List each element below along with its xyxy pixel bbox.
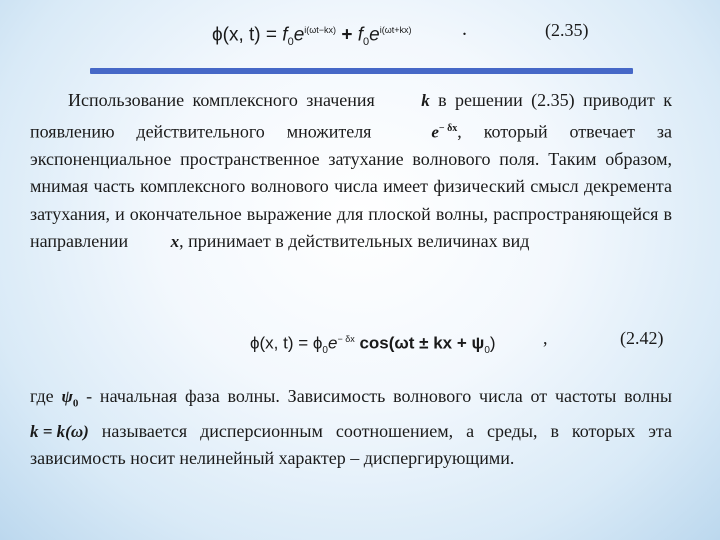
equation-2-42: ϕ(x, $t) = \phi_0e^{- \delta x}$ cos(ωt ± kx + $\psi_0$)	[250, 333, 496, 357]
equation-comma: ,	[543, 328, 548, 348]
equation-number-2-42: (2.42)	[620, 328, 664, 348]
inline-decay-factor: $e^{- \delta x}$	[431, 122, 458, 142]
inline-k: k	[421, 91, 430, 110]
paragraph-1: Использование комплексного значения k в решении (2.35) приводит к появлению действительного множителя $e^{- \delta x}$, который отвечает за экспоненциальное пространственное затухание волнового поля. Таким образом, мнимая часть комплексного волнового числа имеет физический смысл декремента затухания, и окончательное выражение для плоской волны, распространяющейся в направлении x, принимает в действительных величинах вид	[30, 87, 672, 256]
equation-2-35: ϕ(x, $t) = f_0e^{i(\omega t-kx)} + f_0e^{i(\omega t+kx)}$	[212, 24, 412, 49]
inline-dispersion-relation: k = k(ω)	[30, 421, 89, 441]
divider-line	[90, 68, 633, 74]
eq-top-lhs: ϕ(x, t) =	[212, 24, 283, 46]
inline-x: x	[170, 232, 180, 252]
equation-number-2-35: (2.35)	[545, 20, 589, 40]
equation-period: .	[462, 18, 467, 40]
inline-psi0: $\psi_0$	[61, 387, 79, 410]
paragraph-2: где $\psi_0$ - начальная фаза волны. Зависимость волнового числа от частоты волны k = k(ω) называется дисперсионным соотношением, а среды, в которых эта зависимость носит нелинейный характер – диспергирующими.	[30, 383, 672, 473]
